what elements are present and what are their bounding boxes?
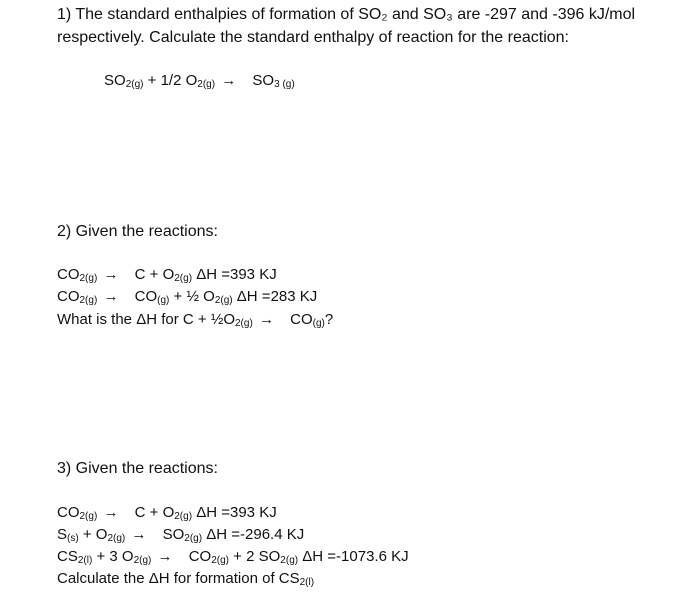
reaction-arrow-icon: → — [103, 266, 119, 283]
problem-2-reaction-2 — [57, 287, 317, 311]
species-state: (g) — [312, 318, 325, 329]
species: CO — [290, 311, 313, 328]
enthalpy-value: ΔH =283 KJ — [232, 288, 318, 305]
reactant-o2: + 1/2 O — [143, 72, 198, 89]
species-state: 2(g) — [133, 555, 152, 566]
species: CS — [57, 548, 78, 565]
species-state: 2(g) — [174, 511, 193, 522]
species: CO — [57, 288, 80, 305]
reaction-arrow-icon: → — [103, 288, 119, 305]
reactant-so2: SO — [104, 72, 126, 89]
species-state: 2(l) — [299, 577, 315, 588]
reaction-arrow-icon: → — [131, 526, 147, 543]
species: C + O — [134, 504, 175, 521]
species-state: 2(l) — [77, 555, 93, 566]
species-state: 2(g) — [214, 295, 233, 306]
problem-3-reaction-2 — [57, 525, 304, 549]
enthalpy-value: ΔH =-296.4 KJ — [202, 526, 305, 543]
question-mark: ? — [324, 311, 334, 328]
problem-2-title: 2) Given the reactions: — [57, 223, 218, 240]
enthalpy-value: ΔH =393 KJ — [192, 266, 277, 283]
species: CO — [57, 266, 80, 283]
problem-3-question — [57, 569, 314, 593]
species: CO — [188, 548, 212, 565]
problem-3-reaction-3 — [57, 547, 409, 571]
reaction-arrow-icon: → — [258, 311, 274, 328]
reaction-arrow-icon: → — [157, 548, 173, 565]
species: S — [57, 526, 68, 543]
species: + O — [78, 526, 108, 543]
reactant-so2-state: 2(g) — [125, 79, 144, 90]
species: CO — [134, 288, 158, 305]
problem-2-reaction-1 — [57, 265, 277, 289]
species-state: 2(g) — [79, 511, 98, 522]
species: SO — [162, 526, 185, 543]
species: CO — [57, 504, 80, 521]
species-state: (g) — [157, 295, 170, 306]
enthalpy-value: ΔH =393 KJ — [192, 504, 277, 521]
species-state: 2(g) — [184, 533, 203, 544]
problem-1-text-line-1: 1) The standard enthalpies of formation of SO₂ and SO₃ are -297 and -396 kJ/mol — [57, 6, 636, 23]
species-state: 2(g) — [79, 273, 98, 284]
enthalpy-value: ΔH =-1073.6 KJ — [298, 548, 409, 565]
species-state: 2(g) — [174, 273, 193, 284]
species: + 2 SO — [229, 548, 281, 565]
problem-3-reaction-1 — [57, 503, 277, 527]
species-state: 2(g) — [107, 533, 126, 544]
question-text: What is the ΔH for C + ½O — [57, 311, 235, 328]
species-state: 2(g) — [235, 318, 253, 329]
product-so3-state: 3 (g) — [274, 79, 295, 90]
reactant-o2-state: 2(g) — [197, 79, 216, 90]
reaction-arrow-icon: → — [221, 72, 237, 89]
species: + 3 O — [92, 548, 134, 565]
reaction-arrow-icon: → — [103, 504, 119, 521]
problem-3-title: 3) Given the reactions: — [57, 460, 218, 477]
problem-1-text-line-2: respectively. Calculate the standard enthalpy of reaction for the reaction: — [57, 29, 569, 46]
species-state: 2(g) — [280, 555, 299, 566]
species-state: 2(g) — [79, 295, 98, 306]
species-state: 2(g) — [211, 555, 230, 566]
species: + ½ O — [169, 288, 215, 305]
species: C + O — [134, 266, 175, 283]
species-state: (s) — [67, 533, 79, 544]
problem-1-equation — [104, 71, 295, 95]
problem-2-question — [57, 310, 333, 334]
question-text: Calculate the ΔH for formation of CS — [57, 570, 300, 587]
product-so3: SO — [252, 72, 275, 89]
